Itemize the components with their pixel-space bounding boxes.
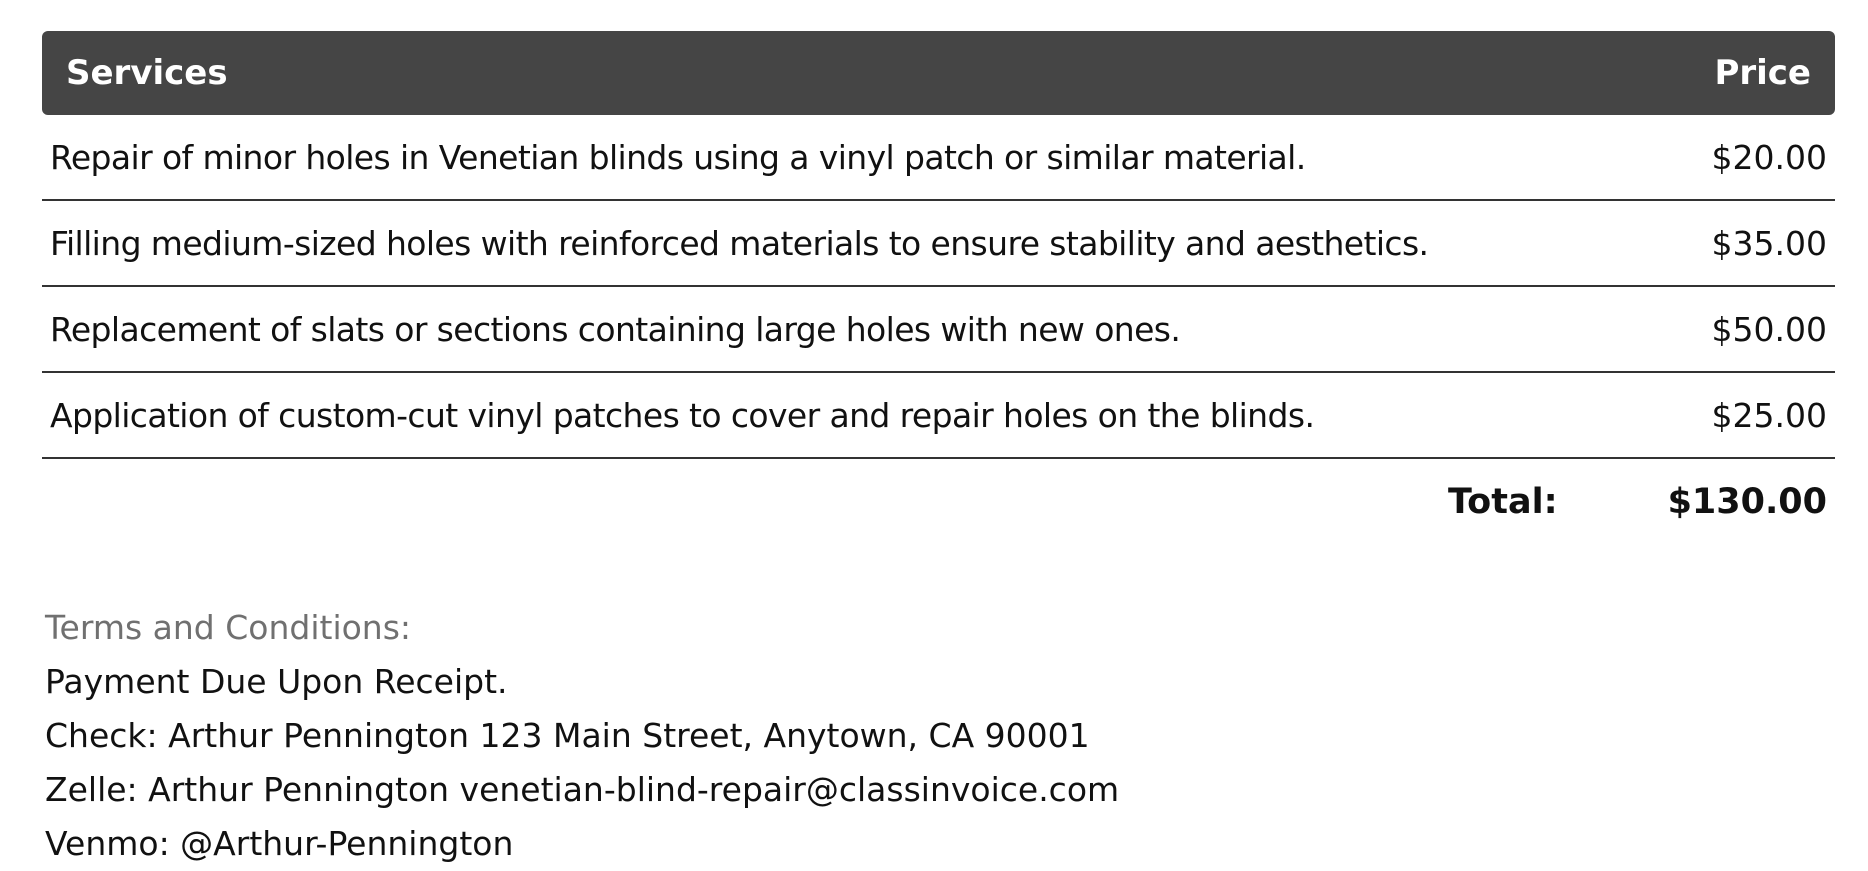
total-row [42, 459, 1835, 545]
table-header [42, 31, 1835, 115]
check-payment-text: Check: Arthur Pennington 123 Main Street, Anytown, CA 90001 [45, 716, 1090, 755]
services-column-header: Services [66, 53, 228, 93]
service-price: $25.00 [1711, 395, 1827, 435]
service-description: Repair of minor holes in Venetian blinds using a vinyl patch or similar material. [50, 137, 1306, 177]
table-row [42, 287, 1835, 373]
table-row [42, 373, 1835, 459]
service-price: $35.00 [1711, 223, 1827, 263]
service-description: Replacement of slats or sections containing large holes with new ones. [50, 309, 1181, 349]
invoice [42, 31, 1835, 871]
table-row [42, 201, 1835, 287]
payment-due-text: Payment Due Upon Receipt. [45, 662, 508, 701]
table-row [42, 115, 1835, 201]
venmo-payment-text: Venmo: @Arthur-Pennington [45, 824, 514, 863]
terms-section [42, 601, 1835, 871]
zelle-payment-text: Zelle: Arthur Pennington venetian-blind-repair@classinvoice.com [45, 770, 1120, 809]
total-label: Total: [1447, 482, 1558, 522]
terms-title: Terms and Conditions: [45, 608, 412, 647]
service-price: $50.00 [1711, 309, 1827, 349]
service-description: Application of custom-cut vinyl patches to cover and repair holes on the blinds. [50, 395, 1315, 435]
price-column-header: Price [1714, 53, 1811, 93]
service-price: $20.00 [1711, 137, 1827, 177]
service-description: Filling medium-sized holes with reinforced materials to ensure stability and aesthetics. [50, 223, 1429, 263]
total-value: $130.00 [1667, 482, 1827, 522]
